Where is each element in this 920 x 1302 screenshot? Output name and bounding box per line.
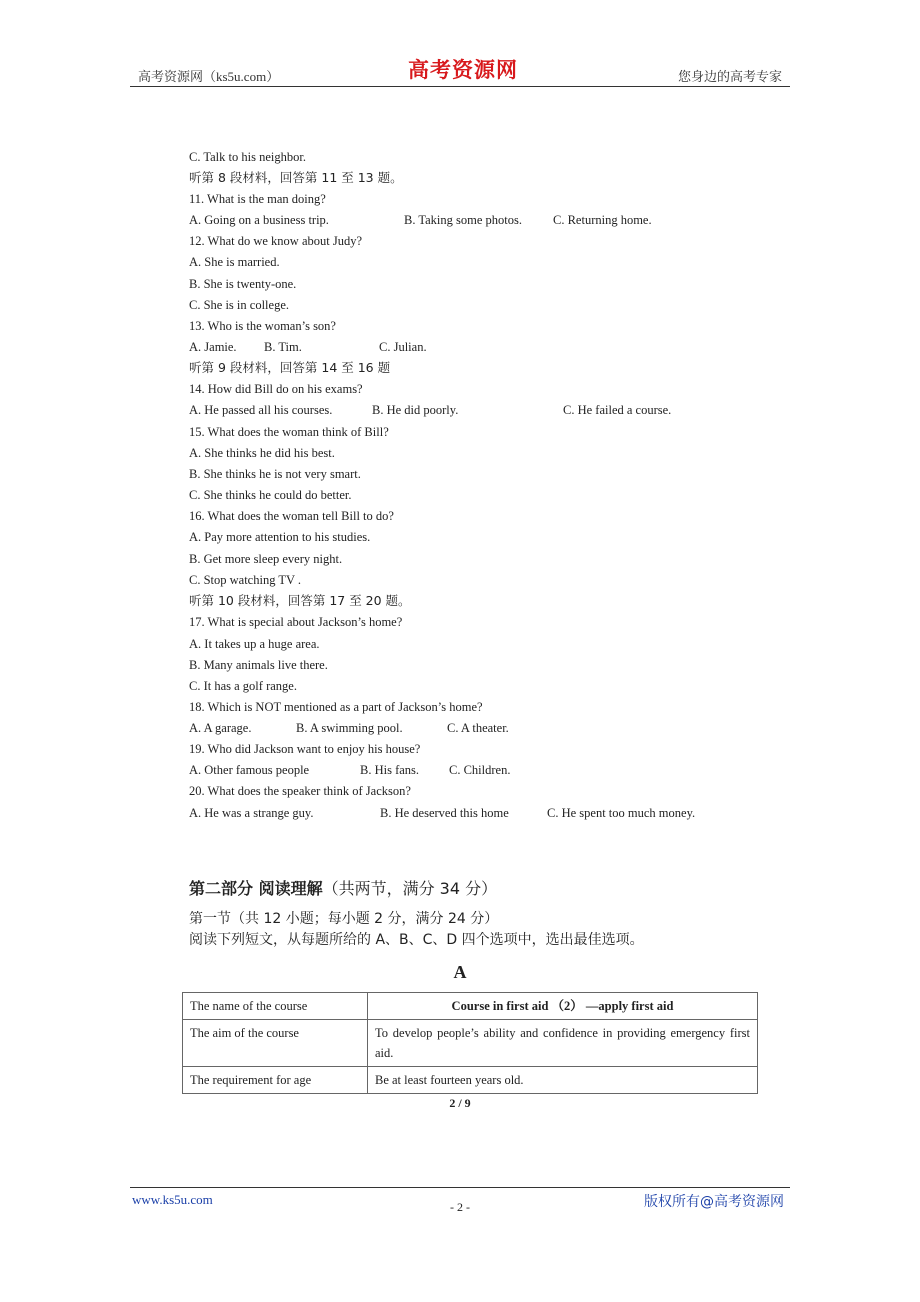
q18-option-c: C. A theater. xyxy=(447,721,509,735)
q14-option-b: B. He did poorly. xyxy=(372,403,459,417)
q20-option-b: B. He deserved this home xyxy=(380,806,509,820)
row-label: The aim of the course xyxy=(183,1020,368,1067)
part2-instruction: 阅读下列短文，从每题所给的 A、B、C、D 四个选项中，选出最佳选项。 xyxy=(189,932,644,948)
footer-page-number: - 2 - xyxy=(450,1200,470,1214)
q15-option-c: C. She thinks he could do better. xyxy=(189,488,352,502)
table-row xyxy=(183,1067,758,1094)
header-site-name: 高考资源网（ks5u.com） xyxy=(138,69,280,84)
q11-option-a: A. Going on a business trip. xyxy=(189,213,329,227)
q15-option-a: A. She thinks he did his best. xyxy=(189,446,335,460)
page-header xyxy=(130,52,790,87)
q11-option-b: B. Taking some photos. xyxy=(404,213,522,227)
q16-option-c: C. Stop watching TV . xyxy=(189,573,302,587)
row-value: To develop people’s ability and confidence in providing emergency first aid. xyxy=(368,1020,758,1067)
q18-stem: 18. Which is NOT mentioned as a part of Jackson’s home? xyxy=(189,700,483,714)
q15-stem: 15. What does the woman think of Bill? xyxy=(189,425,389,439)
section8-instruction: 听第 8 段材料，回答第 11 至 13 题。 xyxy=(189,170,403,185)
page-footer xyxy=(130,1187,790,1216)
row-value: Be at least fourteen years old. xyxy=(368,1067,758,1094)
q17-option-c: C. It has a golf range. xyxy=(189,679,297,693)
q11-option-c: C. Returning home. xyxy=(553,213,652,227)
q19-stem: 19. Who did Jackson want to enjoy his house? xyxy=(189,742,421,756)
q19-option-a: A. Other famous people xyxy=(189,763,310,777)
q19-option-c: C. Children. xyxy=(449,763,511,777)
q20-stem: 20. What does the speaker think of Jackson? xyxy=(189,784,411,798)
q14-stem: 14. How did Bill do on his exams? xyxy=(189,382,363,396)
part2-section1: 第一节（共 12 小题；每小题 2 分，满分 24 分） xyxy=(189,911,499,927)
q16-option-b: B. Get more sleep every night. xyxy=(189,552,343,566)
row-value: Course in first aid （2） —apply first aid xyxy=(368,993,758,1020)
header-logo: 高考资源网 xyxy=(408,58,518,82)
section10-instruction: 听第 10 段材料，回答第 17 至 20 题。 xyxy=(189,593,411,608)
q13-option-b: B. Tim. xyxy=(264,340,302,354)
footer-copyright: 版权所有@高考资源网 xyxy=(644,1194,784,1210)
q13-stem: 13. Who is the woman’s son? xyxy=(189,319,336,333)
q14-option-c: C. He failed a course. xyxy=(563,403,672,417)
q10-option-c: C. Talk to his neighbor. xyxy=(189,150,306,164)
q17-option-a: A. It takes up a huge area. xyxy=(189,637,320,651)
q13-option-c: C. Julian. xyxy=(379,340,427,354)
row-label: The name of the course xyxy=(183,993,368,1020)
footer-website-link[interactable]: www.ks5u.com xyxy=(132,1192,213,1207)
section9-instruction: 听第 9 段材料，回答第 14 至 16 题 xyxy=(189,360,391,375)
q16-stem: 16. What does the woman tell Bill to do? xyxy=(189,509,394,523)
passage-label: A xyxy=(453,962,467,982)
q16-option-a: A. Pay more attention to his studies. xyxy=(189,530,371,544)
q12-option-c: C. She is in college. xyxy=(189,298,289,312)
q12-option-b: B. She is twenty-one. xyxy=(189,277,297,291)
q19-option-b: B. His fans. xyxy=(360,763,420,777)
page-indicator: 2 / 9 xyxy=(449,1096,471,1110)
q18-option-a: A. A garage. xyxy=(189,721,252,735)
table-row xyxy=(183,1020,758,1067)
q18-option-b: B. A swimming pool. xyxy=(296,721,403,735)
q17-stem: 17. What is special about Jackson’s home? xyxy=(189,615,403,629)
header-slogan: 您身边的高考专家 xyxy=(677,69,782,84)
q14-option-a: A. He passed all his courses. xyxy=(189,403,333,417)
part2-title-bold: 第二部分 阅读理解 xyxy=(189,879,323,898)
q20-option-a: A. He was a strange guy. xyxy=(189,806,314,820)
q12-stem: 12. What do we know about Judy? xyxy=(189,234,363,248)
q17-option-b: B. Many animals live there. xyxy=(189,658,328,672)
q13-option-a: A. Jamie. xyxy=(189,340,237,354)
part2-title xyxy=(189,876,497,899)
part2-title-rest: （共两节，满分 34 分） xyxy=(322,879,498,898)
q11-stem: 11. What is the man doing? xyxy=(189,192,326,206)
table-row xyxy=(183,993,758,1020)
course-table xyxy=(182,992,758,1094)
q20-option-c: C. He spent too much money. xyxy=(547,806,696,820)
q15-option-b: B. She thinks he is not very smart. xyxy=(189,467,361,481)
row-label: The requirement for age xyxy=(183,1067,368,1094)
q12-option-a: A. She is married. xyxy=(189,255,280,269)
